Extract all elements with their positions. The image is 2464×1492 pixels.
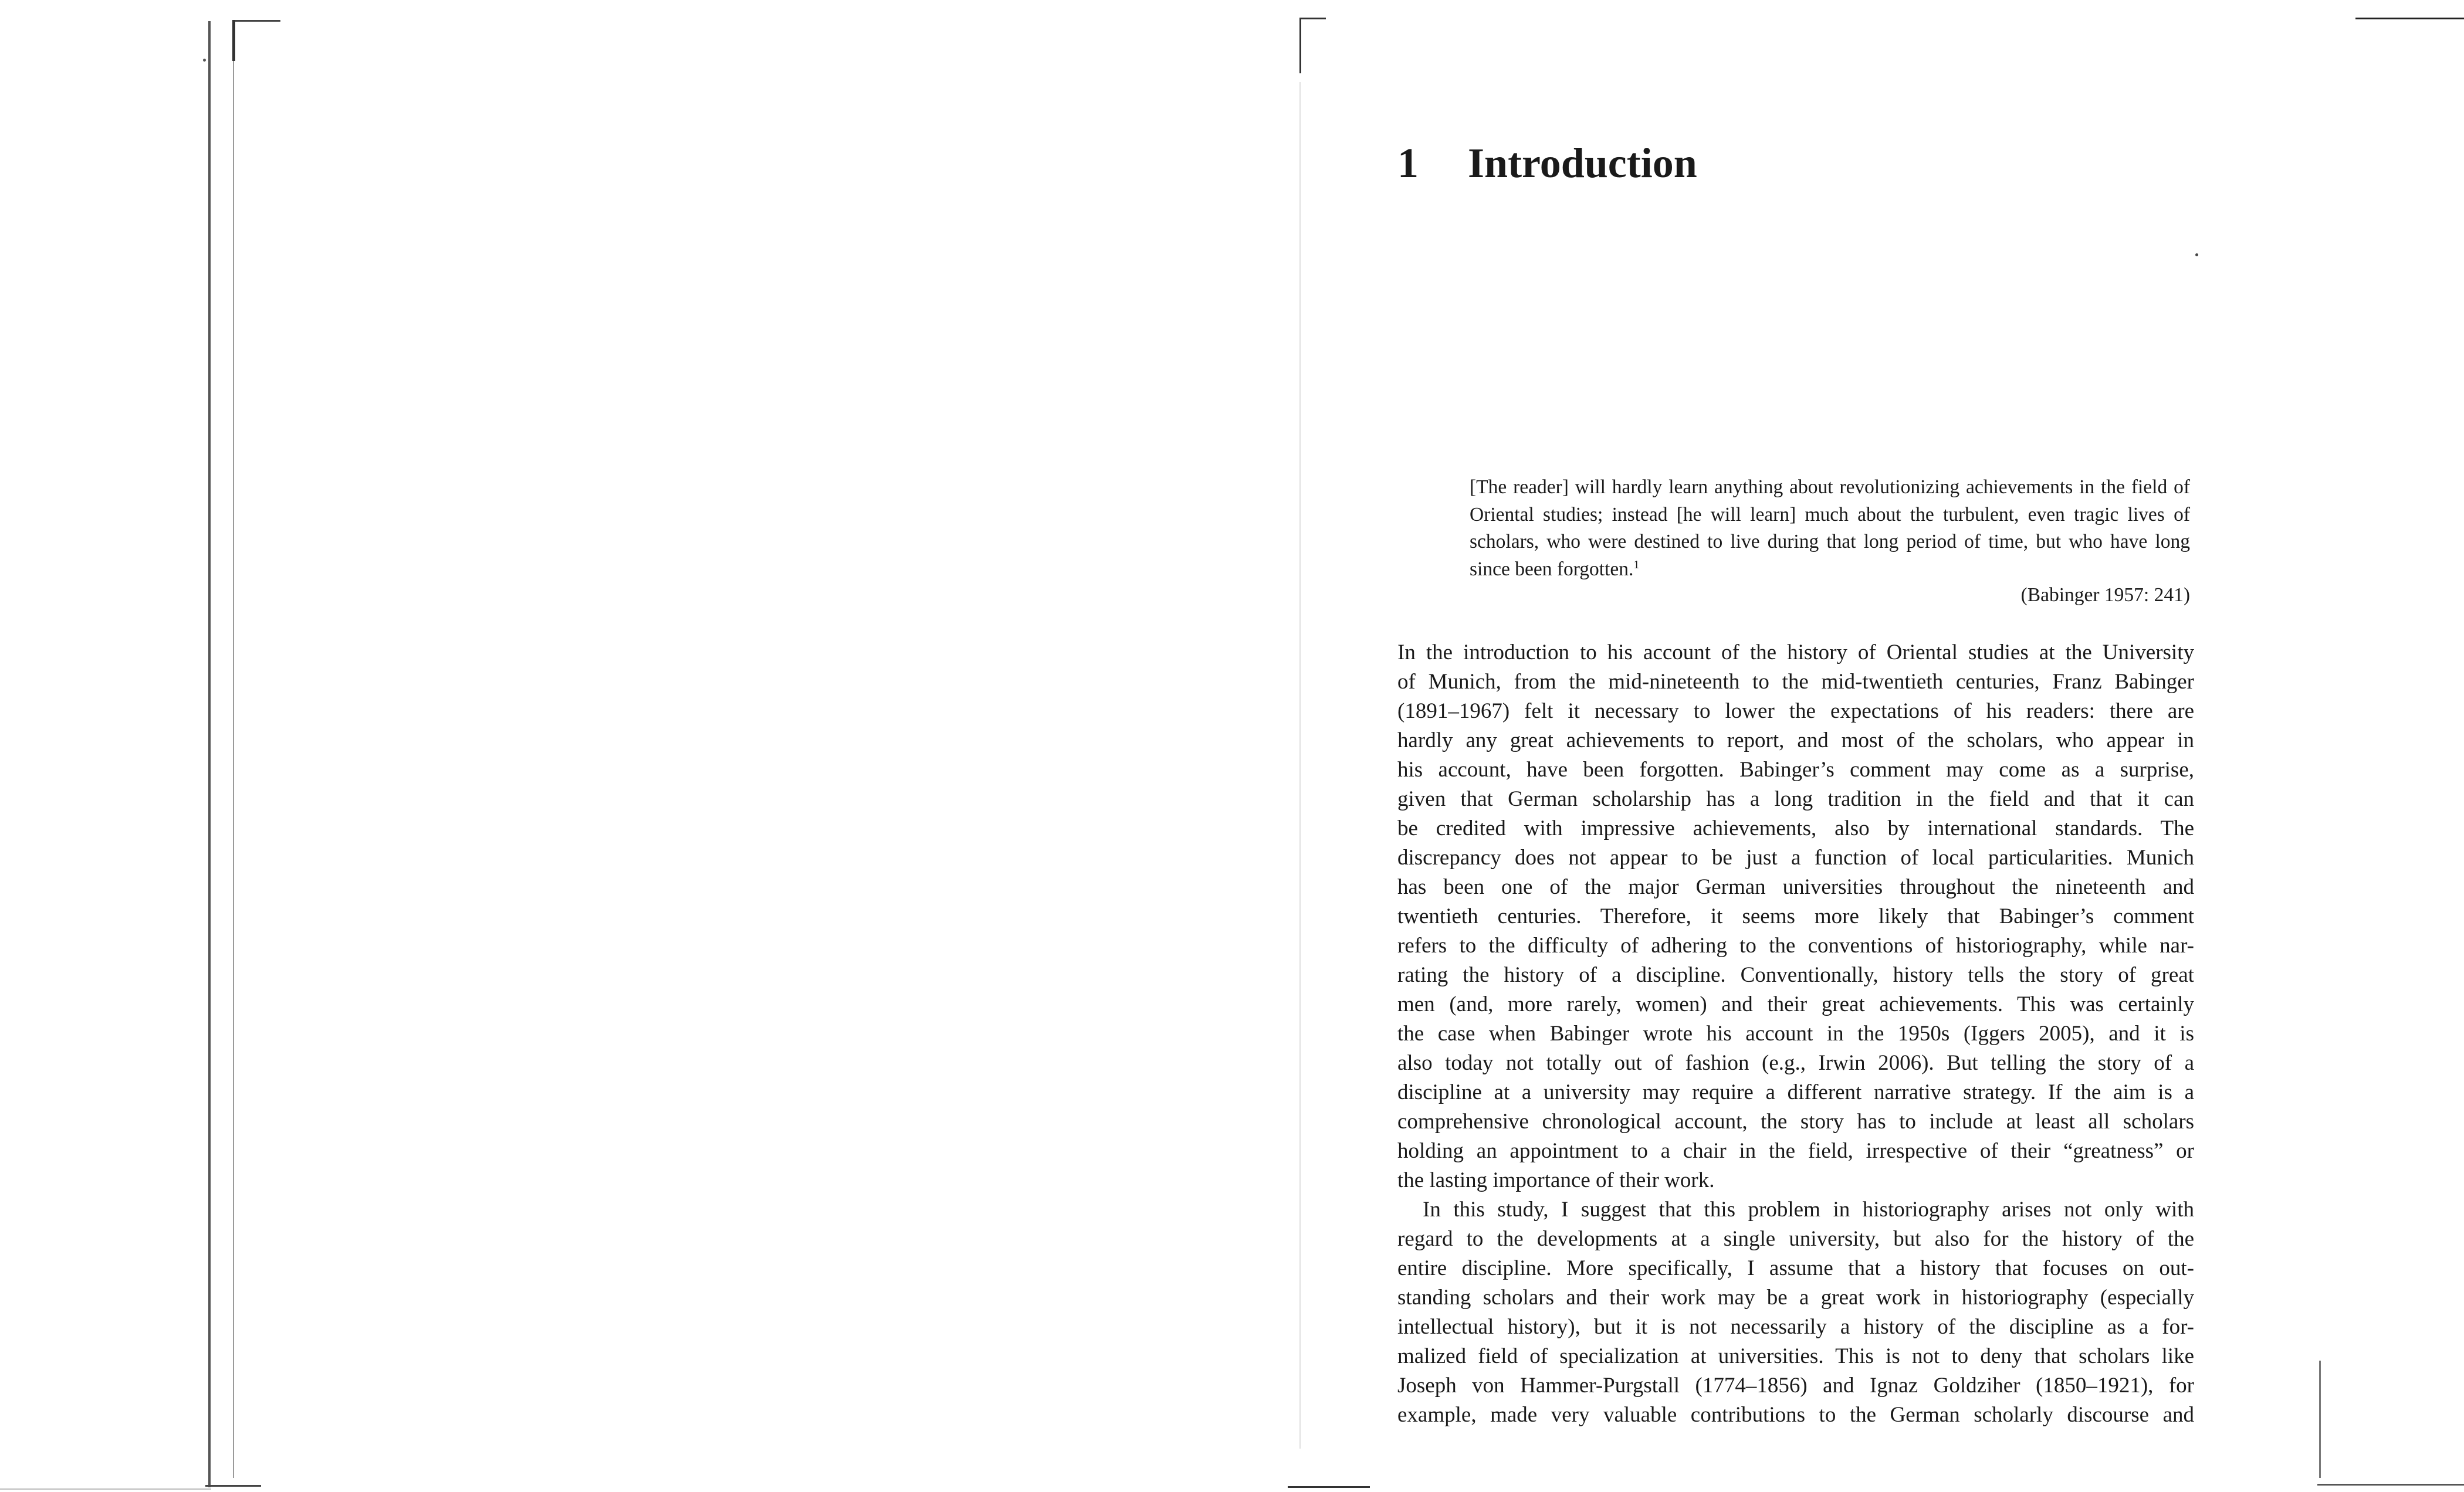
body-line: men (and, more rarely, women) and their great achievements. This was certainly <box>1397 992 2194 1016</box>
scan-edge-line <box>2317 1484 2464 1486</box>
body-line: be credited with impressive achievements, also by international standards. The <box>1397 816 2194 840</box>
epigraph-text: [The reader] will hardly learn anything about revolutionizing achievements in the field of Oriental studies; instead [he will learn] much about the turbulent, even tragic lives of scholars, who were destined to live during that long period of time, but who have long since been forgotten. <box>1470 476 2190 580</box>
body-line: has been one of the major German universities throughout the nineteenth and <box>1397 875 2194 899</box>
scan-corner-mark <box>232 20 280 22</box>
body-line: twentieth centuries. Therefore, it seems more likely that Babinger’s comment <box>1397 904 2194 928</box>
epigraph-quote <box>1470 474 2190 583</box>
body-line: comprehensive chronological account, the story has to include at least all scholars <box>1397 1110 2194 1134</box>
body-line: his account, have been forgotten. Babinger’s comment may come as a surprise, <box>1397 758 2194 782</box>
scan-edge-line <box>205 1485 261 1487</box>
scan-corner-mark <box>1299 18 1301 73</box>
body-line: hardly any great achievements to report, and most of the scholars, who appear in <box>1397 728 2194 752</box>
chapter-number: 1 <box>1397 140 1419 186</box>
scan-speck <box>2195 253 2198 256</box>
body-line: discrepancy does not appear to be just a function of local particularities. Munich <box>1397 846 2194 870</box>
body-line: (1891–1967) felt it necessary to lower the expectations of his readers: there are <box>1397 699 2194 723</box>
epigraph-source: (Babinger 1957: 241) <box>2020 584 2190 606</box>
body-line: In this study, I suggest that this problem in historiography arises not only with <box>1423 1198 2194 1222</box>
body-line: regard to the developments at a single university, but also for the history of the <box>1397 1227 2194 1251</box>
body-line: standing scholars and their work may be a great work in historiography (especially <box>1397 1286 2194 1310</box>
body-line: given that German scholarship has a long tradition in the field and that it can <box>1397 787 2194 811</box>
body-line: of Munich, from the mid-nineteenth to the mid-twentieth centuries, Franz Babinger <box>1397 670 2194 694</box>
scan-edge-line <box>1288 1486 1370 1488</box>
scan-edge-line <box>2319 1361 2321 1478</box>
scan-speck <box>203 59 206 62</box>
body-line: In the introduction to his account of the history of Oriental studies at the University <box>1397 640 2194 664</box>
chapter-heading <box>1397 134 1697 192</box>
scan-corner-mark <box>1299 18 1326 19</box>
scan-corner-mark <box>232 20 235 61</box>
footnote-marker: 1 <box>1633 558 1640 571</box>
scan-gutter-line <box>1299 82 1301 1449</box>
body-line: also today not totally out of fashion (e.g., Irwin 2006). But telling the story of a <box>1397 1051 2194 1075</box>
body-line: refers to the difficulty of adhering to the conventions of historiography, while nar- <box>1397 934 2194 958</box>
chapter-title: Introduction <box>1468 140 1697 186</box>
scan-edge-line <box>0 1488 211 1490</box>
body-line: the case when Babinger wrote his account in the 1950s (Iggers 2005), and it is <box>1397 1022 2194 1046</box>
body-line: discipline at a university may require a different narrative strategy. If the aim is a <box>1397 1080 2194 1104</box>
body-line: the lasting importance of their work. <box>1397 1168 1715 1192</box>
body-line: intellectual history), but it is not necessarily a history of the discipline as a for- <box>1397 1315 2194 1339</box>
body-line: example, made very valuable contributions to the German scholarly discourse and <box>1397 1403 2194 1427</box>
body-line: holding an appointment to a chair in the field, irrespective of their “greatness” or <box>1397 1139 2194 1163</box>
body-line: rating the history of a discipline. Conventionally, history tells the story of great <box>1397 963 2194 987</box>
scan-edge-line <box>208 21 211 1487</box>
scan-edge-line <box>233 23 234 1478</box>
scan-corner-mark <box>2355 18 2464 19</box>
body-line: malized field of specialization at universities. This is not to deny that scholars like <box>1397 1344 2194 1368</box>
body-line: entire discipline. More specifically, I assume that a history that focuses on out- <box>1397 1256 2194 1280</box>
body-line: Joseph von Hammer-Purgstall (1774–1856) and Ignaz Goldziher (1850–1921), for <box>1397 1374 2194 1398</box>
